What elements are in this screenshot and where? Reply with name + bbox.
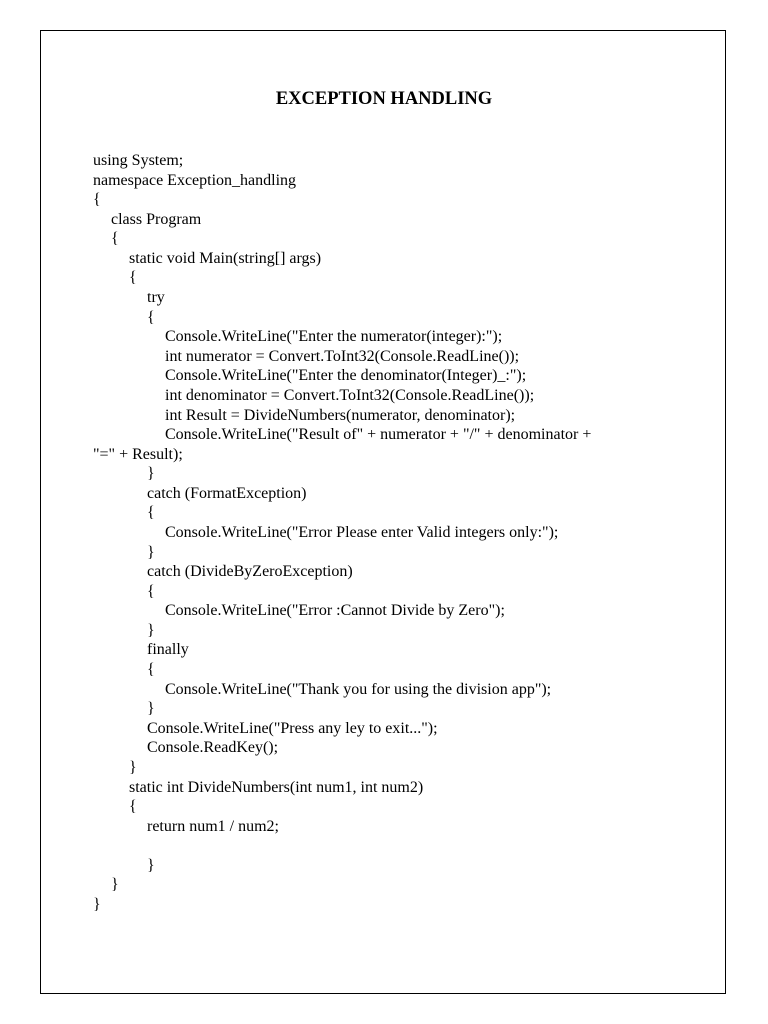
code-line: namespace Exception_handling — [93, 171, 297, 189]
code-line: } — [147, 543, 155, 561]
code-line: Console.ReadKey(); — [147, 739, 279, 757]
code-line: using System; — [93, 152, 184, 169]
code-line: class Program — [111, 210, 202, 228]
code-line: } — [147, 465, 155, 483]
code-line: { — [147, 661, 155, 679]
code-line: { — [129, 798, 137, 816]
code-line: } — [147, 856, 155, 874]
code-line: } — [147, 621, 155, 639]
code-line: } — [93, 895, 101, 913]
code-line: int numerator = Convert.ToInt32(Console.ReadLine()); — [165, 347, 520, 365]
code-line: { — [93, 191, 101, 209]
page-title: EXCEPTION HANDLING — [275, 89, 493, 109]
code-line: Console.WriteLine("Enter the numerator(integer):"); — [165, 328, 503, 346]
code-line — [93, 836, 673, 856]
code-line: "=" + Result); — [93, 445, 183, 463]
code-listing — [93, 151, 673, 915]
code-line: int denominator = Convert.ToInt32(Console.ReadLine()); — [165, 386, 535, 404]
code-line: Console.WriteLine("Error Please enter Valid integers only:"); — [165, 523, 559, 541]
code-line: { — [111, 230, 119, 248]
code-line: } — [129, 758, 137, 776]
code-line: finally — [147, 641, 189, 659]
code-line: catch (FormatException) — [147, 484, 307, 502]
code-line: Console.WriteLine("Result of" + numerator + "/" + denominator + — [165, 426, 592, 444]
code-line: Console.WriteLine("Press any ley to exit..."); — [147, 719, 438, 737]
code-line: Console.WriteLine("Enter the denominator(Integer)_:"); — [165, 367, 527, 385]
code-line: static void Main(string[] args) — [129, 249, 322, 267]
code-line: } — [111, 876, 119, 894]
code-line: { — [147, 582, 155, 600]
code-line: catch (DivideByZeroException) — [147, 563, 353, 581]
code-line: { — [147, 308, 155, 326]
code-line: { — [147, 504, 155, 522]
code-line: static int DivideNumbers(int num1, int num2) — [129, 778, 424, 796]
code-line: try — [147, 289, 165, 307]
code-line: { — [129, 269, 137, 287]
code-line: return num1 / num2; — [147, 817, 279, 835]
code-line: } — [147, 700, 155, 718]
code-line: Console.WriteLine("Thank you for using the division app"); — [165, 680, 552, 698]
code-line: Console.WriteLine("Error :Cannot Divide by Zero"); — [165, 602, 505, 620]
code-line: int Result = DivideNumbers(numerator, denominator); — [165, 406, 516, 424]
